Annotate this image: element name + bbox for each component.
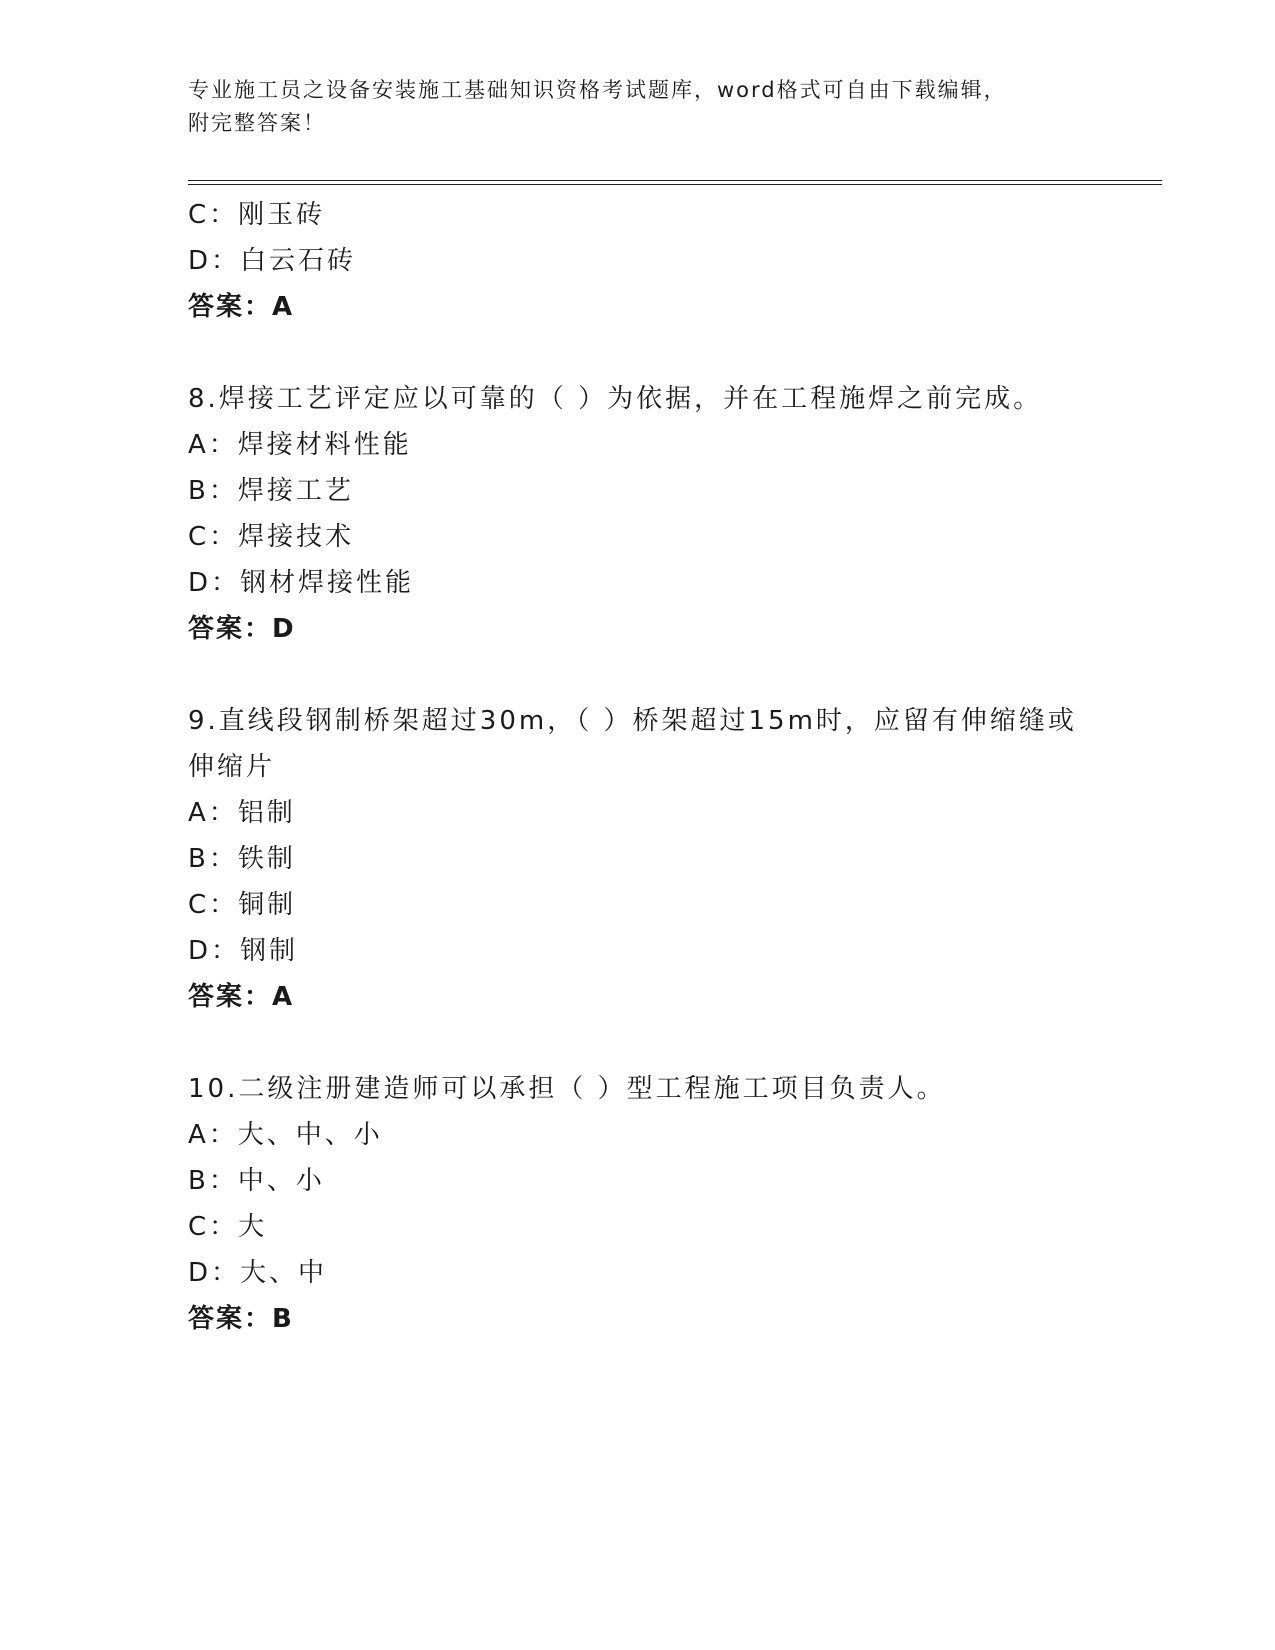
option-d: D：钢制 (188, 936, 299, 966)
question-10 (188, 1066, 1148, 1342)
spacer (188, 652, 1148, 698)
option-a: A：铝制 (188, 798, 296, 828)
question-stem: 10.二级注册建造师可以承担（ ）型工程施工项目负责人。 (188, 1074, 946, 1104)
option-d: D：钢材焊接性能 (188, 568, 415, 598)
question-stem-continued: 伸缩片 (188, 752, 276, 782)
question-stem: 9.直线段钢制桥架超过30m，（ ）桥架超过15m时，应留有伸缩缝或 (188, 706, 1077, 736)
option-a: A：大、中、小 (188, 1120, 383, 1150)
answer-line: 答案：A (188, 982, 295, 1012)
question-fragment (188, 192, 1148, 330)
question-8 (188, 376, 1148, 652)
option-c: C：铜制 (188, 890, 297, 920)
spacer (188, 1020, 1148, 1066)
option-b: B：焊接工艺 (188, 476, 354, 506)
header-divider-top (188, 180, 1162, 181)
header-line-2: 附完整答案！ (188, 111, 326, 135)
question-9 (188, 698, 1148, 1020)
header-divider-bottom (188, 184, 1162, 185)
option-d: D：大、中 (188, 1258, 328, 1288)
option-b: B：铁制 (188, 844, 296, 874)
question-stem: 8.焊接工艺评定应以可靠的（ ）为依据，并在工程施焊之前完成。 (188, 384, 1043, 414)
header-line-1: 专业施工员之设备安装施工基础知识资格考试题库，word格式可自由下载编辑， (188, 78, 1007, 102)
option-d: D：白云石砖 (188, 246, 357, 276)
option-b: B：中、小 (188, 1166, 325, 1196)
question-list (188, 192, 1148, 1342)
option-c: C：刚玉砖 (188, 200, 326, 230)
answer-line: 答案：D (188, 614, 296, 644)
answer-line: 答案：B (188, 1304, 294, 1334)
option-c: C：大 (188, 1212, 268, 1242)
spacer (188, 330, 1148, 376)
option-a: A：焊接材料性能 (188, 430, 412, 460)
option-c: C：焊接技术 (188, 522, 355, 552)
answer-line: 答案：A (188, 292, 295, 322)
document-header (188, 74, 1088, 140)
